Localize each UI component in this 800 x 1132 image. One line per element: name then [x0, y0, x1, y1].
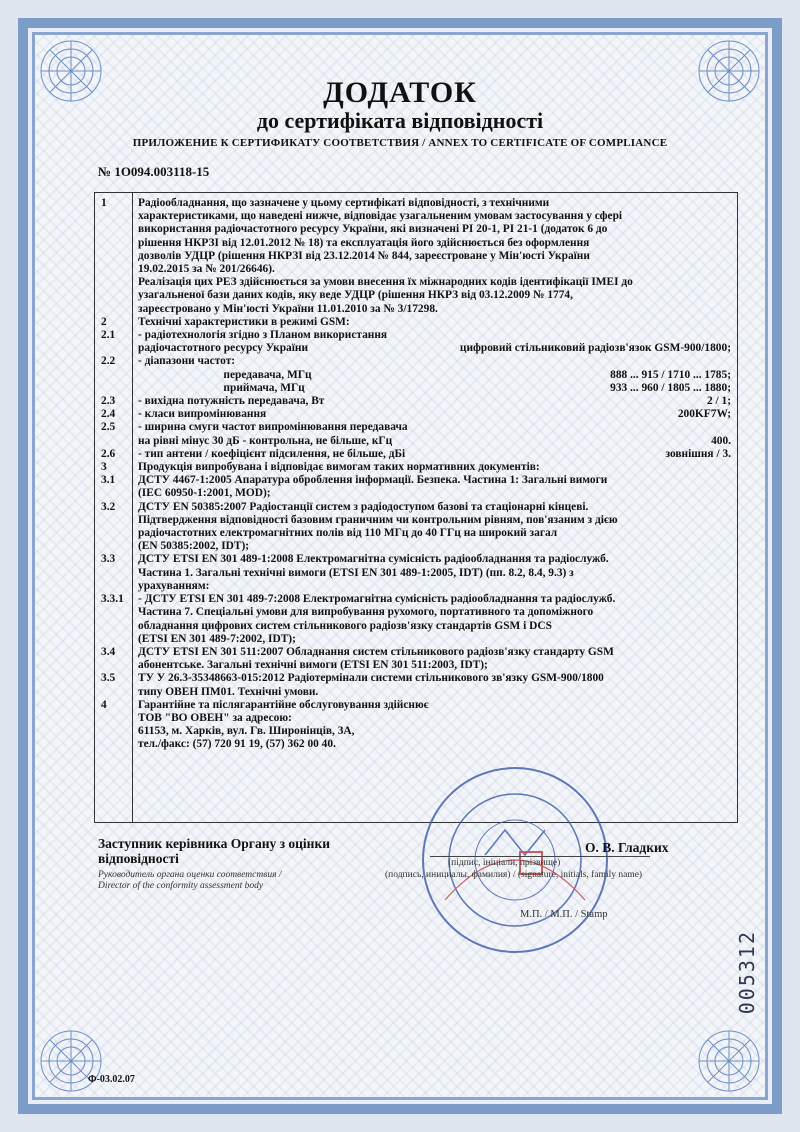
serial-number: 005312	[735, 930, 759, 1015]
row-text-line: Гарантійне та післягарантійне обслуговування здійснює	[138, 698, 429, 711]
row-text-line: на рівні мінус 30 дБ - контрольна, не більше, кГц	[138, 434, 393, 447]
row-text-line: урахуванням:	[138, 579, 210, 592]
table-row	[95, 408, 737, 421]
table-row	[95, 633, 737, 646]
row-text-line: ТУ У 26.3-35348663-015:2012 Радіотермінали системи стільникового зв'язку GSM-900/1800	[138, 672, 604, 685]
row-text-line: дозволів УДЦР (рішення НКРЗІ від 23.12.2014 № 844, зареєстроване у Мін'юсті України	[138, 249, 590, 262]
row-number: 2.5	[101, 421, 116, 434]
row-text	[132, 593, 737, 606]
row-text-line: ДСТУ EN 50385:2007 Радіостанції систем з радіодоступом базові та стаціонарні кінцеві.	[138, 500, 589, 513]
row-text	[132, 659, 737, 672]
row-text-line: ДСТУ 4467-1:2005 Апаратура оброблення інформації. Безпека. Частина 1: Загальні вимоги	[138, 474, 608, 487]
signature-line	[430, 856, 650, 857]
row-text	[132, 487, 737, 500]
row-number: 2.2	[101, 355, 116, 368]
row-number: 2.4	[101, 408, 116, 421]
row-number	[95, 263, 132, 276]
row-value: 933 ... 960 / 1805 ... 1880;	[610, 381, 731, 394]
row-text-line: радіочастотного ресурсу України	[138, 342, 309, 355]
row-text	[132, 329, 737, 342]
row-text-line: (EN 50385:2002, IDT);	[138, 540, 250, 553]
row-text-line: використання радіочастотного ресурсу України, які визначені РІ 20-1, РІ 21-1 (додаток 6 до	[138, 223, 608, 236]
row-number	[95, 567, 132, 580]
row-text-line: тел./факс: (57) 720 91 19, (57) 362 00 40.	[138, 738, 336, 751]
row-text	[132, 289, 737, 302]
row-text	[132, 408, 737, 421]
corner-ornament-icon	[36, 1026, 106, 1096]
table-row	[95, 223, 737, 236]
annex-rows	[95, 197, 737, 752]
row-text-line: рішення НКРЗІ від 12.01.2012 № 18) та експлуатація його здійснюється без оформлення	[138, 236, 590, 249]
row-text	[132, 646, 737, 659]
table-row	[95, 421, 737, 434]
annex-table	[94, 192, 738, 823]
row-text-line: зареєстровано у Мін'юсті України 11.01.2010 за № 3/17298.	[138, 302, 438, 315]
row-text-line: типу ОВЕН ПМ01. Технічні умови.	[138, 685, 319, 698]
table-row	[95, 620, 737, 633]
corner-ornament-icon	[694, 1026, 764, 1096]
row-number	[95, 712, 132, 725]
row-number	[95, 435, 132, 448]
row-number	[95, 659, 132, 672]
row-text-line: Радіообладнання, що зазначене у цьому сертифікаті відповідності, з технічними	[138, 197, 550, 209]
row-text-line: - ширина смуги частот випромінювання передавача	[138, 421, 408, 434]
row-text-line: 19.02.2015 за № 201/26646).	[138, 263, 275, 276]
row-value: зовнішня / 3.	[665, 447, 731, 460]
row-text	[132, 210, 737, 223]
row-text-line: ДСТУ ETSI EN 301 489-1:2008 Електромагнітна сумісність радіообладнання та радіослужб.	[138, 553, 609, 566]
row-text-line: - класи випромінювання	[138, 408, 267, 421]
table-row	[95, 210, 737, 223]
table-row	[95, 474, 737, 487]
table-row	[95, 699, 737, 712]
table-row	[95, 303, 737, 316]
table-row	[95, 540, 737, 553]
row-text-line: - тип антени / коефіцієнт підсилення, не більше, дБі	[138, 447, 406, 460]
row-number	[95, 303, 132, 316]
signature-caption-ua: (підпис, ініціали, прізвище)	[448, 858, 561, 868]
row-text	[132, 448, 737, 461]
table-row	[95, 382, 737, 395]
row-number: 3.4	[101, 645, 116, 658]
table-row	[95, 501, 737, 514]
row-number	[95, 580, 132, 593]
row-text	[132, 369, 737, 382]
row-text	[132, 395, 737, 408]
row-number	[95, 250, 132, 263]
table-row	[95, 567, 737, 580]
row-value: 888 ... 915 / 1710 ... 1785;	[610, 368, 731, 381]
table-row	[95, 237, 737, 250]
row-text	[132, 699, 737, 712]
row-text	[132, 421, 737, 434]
table-row	[95, 250, 737, 263]
row-number	[95, 210, 132, 223]
row-value: цифровий стільниковий радіозв'язок GSM-900/1800;	[459, 342, 731, 355]
row-number	[95, 237, 132, 250]
row-number: 3.1	[101, 474, 116, 487]
table-row	[95, 593, 737, 606]
row-text-line: (ETSI EN 301 489-7:2002, IDT);	[138, 632, 296, 645]
row-text	[132, 712, 737, 725]
table-row	[95, 342, 737, 355]
table-row	[95, 197, 737, 210]
row-text	[132, 725, 737, 738]
row-number	[95, 540, 132, 553]
row-text-line: - вихідна потужність передавача, Вт	[138, 395, 325, 408]
row-text	[132, 197, 737, 210]
row-text	[132, 276, 737, 289]
table-row	[95, 276, 737, 289]
row-text	[132, 263, 737, 276]
signatory-subtitle-en: Director of the conformity assessment body	[98, 881, 264, 891]
row-number	[95, 738, 132, 751]
row-number: 4	[101, 698, 107, 711]
table-row	[95, 553, 737, 566]
row-text	[132, 514, 737, 527]
table-row	[95, 725, 737, 738]
row-number	[95, 514, 132, 527]
table-row	[95, 606, 737, 619]
table-row	[95, 487, 737, 500]
row-number	[95, 289, 132, 302]
stamp-caption: М.П. / М.П. / Stamp	[520, 909, 608, 920]
row-number: 2.1	[101, 329, 116, 342]
row-number: 3	[101, 461, 107, 474]
table-row	[95, 646, 737, 659]
row-text	[132, 316, 737, 329]
table-row	[95, 448, 737, 461]
row-text-line: обладнання цифрових систем стільникового радіозв'язку стандартів GSM і DCS	[138, 619, 552, 632]
row-text-line: ДСТУ ETSI EN 301 511:2007 Обладнання систем стільникового радіозв'язку стандарту GSM	[138, 645, 614, 658]
row-text-line: - радіотехнологія згідно з Планом використання	[138, 329, 388, 342]
table-row	[95, 580, 737, 593]
table-row	[95, 355, 737, 368]
row-number	[95, 633, 132, 646]
table-row	[95, 712, 737, 725]
row-number	[95, 276, 132, 289]
row-number	[95, 342, 132, 355]
row-text-line: Частина 7. Спеціальні умови для випробування рухомого, портативного та допоміжного	[138, 606, 594, 619]
row-text	[132, 540, 737, 553]
table-row	[95, 329, 737, 342]
row-number	[95, 487, 132, 500]
row-text	[132, 738, 737, 751]
row-number	[95, 606, 132, 619]
row-number: 3.5	[101, 672, 116, 685]
row-text-line: - ДСТУ ETSI EN 301 489-7:2008 Електромагнітна сумісність радіообладнання та радіослужб.	[138, 593, 616, 606]
row-text-line: абонентське. Загальні технічні вимоги (ETSI EN 301 511:2003, IDT);	[138, 659, 488, 672]
row-text	[132, 527, 737, 540]
doc-subtitle-multilang: ПРИЛОЖЕНИЕ К СЕРТИФИКАТУ СООТВЕТСТВИЯ / ANNEX TO CERTIFICATE OF COMPLIANCE	[132, 137, 668, 149]
doc-title: ДОДАТОК	[323, 76, 477, 109]
row-number: 3.3	[101, 553, 116, 566]
row-number	[95, 223, 132, 236]
row-number	[95, 686, 132, 699]
signature-caption-ru-en: (подпись, инициалы, фамилия) / (signature, initials, family name)	[385, 870, 643, 880]
row-text-line: приймача, МГц	[138, 381, 305, 394]
row-number	[95, 369, 132, 382]
table-row	[95, 686, 737, 699]
row-text	[132, 382, 737, 395]
row-number: 2.6	[101, 447, 116, 460]
row-text-line: Частина 1. Загальні технічні вимоги (ETSI EN 301 489-1:2005, IDT) (пп. 8.2, 8.4, 9.3) з	[138, 566, 574, 579]
row-text-line: передавача, МГц	[138, 368, 312, 381]
row-text-line: узагальненої бази даних кодів, яку веде УДЦР (рішення НКРЗ від 03.12.2009 № 1774,	[138, 289, 573, 302]
row-text-line: Підтвердження відповідності базовим граничним чи контрольним рівням, пов'язаним з дією	[138, 513, 618, 526]
table-row	[95, 369, 737, 382]
row-text-line: - діапазони частот:	[138, 355, 236, 368]
row-text	[132, 461, 737, 474]
row-number: 3.2	[101, 500, 116, 513]
row-number	[95, 725, 132, 738]
signatory-name: О. В. Гладких	[585, 840, 669, 855]
row-text	[132, 342, 737, 355]
row-text-line: Продукція випробувана і відповідає вимогам таких нормативних документів:	[138, 461, 540, 474]
row-text	[132, 355, 737, 368]
row-number: 2	[101, 315, 107, 328]
row-value: 200KF7W;	[677, 408, 731, 421]
row-text-line: ТОВ "ВО ОВЕН" за адресою:	[138, 711, 292, 724]
table-row	[95, 514, 737, 527]
row-number	[95, 382, 132, 395]
row-text	[132, 303, 737, 316]
table-row	[95, 659, 737, 672]
certificate-number: № 1О094.003118-15	[98, 164, 210, 179]
row-text	[132, 435, 737, 448]
table-row	[95, 316, 737, 329]
row-text	[132, 620, 737, 633]
row-text-line: радіочастотних електромагнітних полів від 110 МГц до 40 ГГц на широкий загал	[138, 527, 558, 540]
row-text	[132, 606, 737, 619]
table-row	[95, 435, 737, 448]
row-text-line: 61153, м. Харків, вул. Гв. Широнінців, 3А,	[138, 725, 355, 738]
row-number	[95, 527, 132, 540]
row-text	[132, 501, 737, 514]
row-number	[95, 620, 132, 633]
row-value: 400.	[711, 434, 731, 447]
table-row	[95, 289, 737, 302]
row-value: 2 / 1;	[706, 395, 731, 408]
row-text	[132, 553, 737, 566]
table-row	[95, 527, 737, 540]
row-text-line: характеристиками, що наведені нижче, відповідає узагальненим умовам застосування у сфері	[138, 210, 623, 223]
row-text	[132, 686, 737, 699]
signatory-subtitle-ru: Руководитель органа оценки соответствия /	[98, 870, 282, 880]
table-row	[95, 395, 737, 408]
row-text-line: Реалізація цих РЕЗ здійснюється за умови внесення їх міжнародних кодів ідентифікації ІМЕІ до	[138, 276, 633, 289]
row-number: 2.3	[101, 395, 116, 408]
row-text	[132, 633, 737, 646]
row-text	[132, 223, 737, 236]
form-code: Ф-03.02.07	[88, 1074, 135, 1085]
table-row	[95, 672, 737, 685]
table-row	[95, 738, 737, 751]
row-number: 1	[101, 197, 107, 209]
row-text	[132, 250, 737, 263]
table-row	[95, 461, 737, 474]
row-text	[132, 672, 737, 685]
signatory-subtitle	[98, 870, 282, 892]
table-row	[95, 263, 737, 276]
row-text	[132, 567, 737, 580]
row-text	[132, 237, 737, 250]
row-text	[132, 580, 737, 593]
doc-subtitle: до сертифіката відповідності	[256, 108, 544, 133]
row-text-line: (IEC 60950-1:2001, MOD);	[138, 487, 271, 500]
signatory-title: Заступник керівника Органу з оцінки відповідності	[98, 836, 331, 866]
row-text	[132, 474, 737, 487]
row-number: 3.3.1	[101, 593, 124, 606]
row-text-line: Технічні характеристики в режимі GSM:	[138, 315, 350, 328]
